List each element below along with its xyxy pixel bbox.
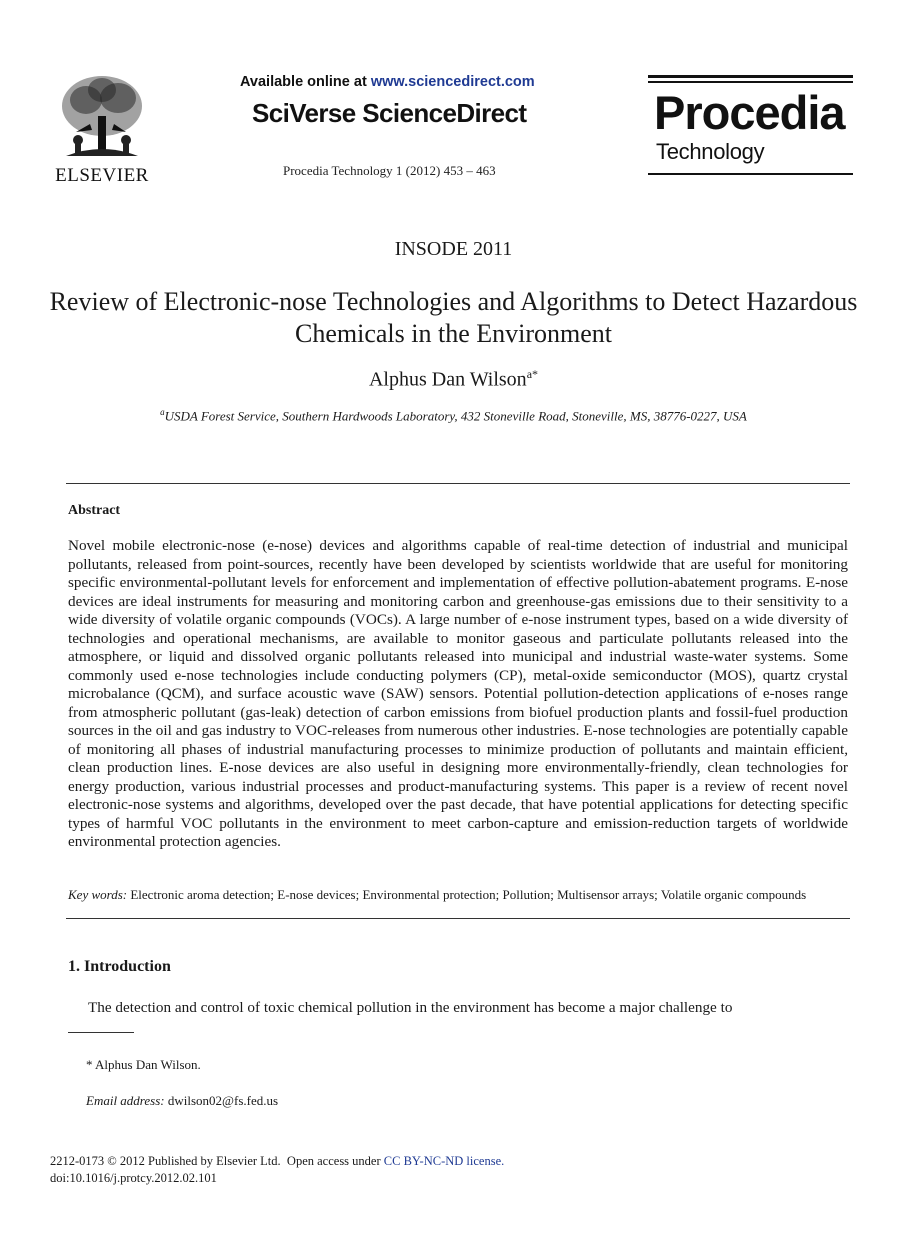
- footnote-rule: [68, 1032, 134, 1033]
- abstract-text: Novel mobile electronic-nose (e-nose) devices and algorithms capable of real-time detection of industrial and municipal pollutants, released from point-sources, recently have been developed by scientists worldwide that are useful for monitoring specific environmental-pollutant levels for enforcement and implementation of effective pollution-abatement programs. E-nose devices are ideal instruments for measuring and monitoring carbon and greenhouse-gas emissions due to their sensitivity to a wide diversity of volatile organic compounds (VOCs). A large number of e-nose instrument types, based on a wide diversity of technologies and operational mechanisms, are available to monitor gaseous and particulate pollutants released into the atmosphere, or liquid and dissolved organic pollutants released into municipal and industrial waste-water systems. Some commonly used e-nose technologies include conducting polymers (CP), metal-oxide semiconductor (MOS), quartz crystal microbalance (QCM), and surface acoustic wave (SAW) sensors. Potential pollution-detection applications of e-noses range from atmospheric pollutant (gas-leak) detection of carbon emissions from biofuel production plants and fossil-fuel production sources in the oil and gas industry to VOC-releases from numerous other industries. E-nose technologies are potentially capable of monitoring all phases of industrial manufacturing processes to minimize production of pollutants and maintain efficient, clean production lines. E-nose devices are also useful in designing more environmentally-friendly, clean technologies for energy production, various industrial processes and product-manufacturing systems. This paper is a review of recent novel electronic-nose systems and algorithms, developed over the past decade, that have potential applications for detecting specific types of harmful VOC pollutants in the environment to meet carbon-capture and emission-reduction targets of worldwide environmental protection agencies.: [68, 537, 848, 850]
- license-link[interactable]: CC BY-NC-ND license.: [383, 1154, 505, 1168]
- logo-rule-top: [648, 75, 853, 78]
- elsevier-tree-icon: [56, 72, 148, 160]
- available-prefix: Available online at: [240, 74, 371, 90]
- section-heading-introduction: 1. Introduction: [68, 958, 171, 975]
- procedia-logo: [648, 75, 853, 177]
- paper-title: Review of Electronic-nose Technologies and Algorithms to Detect Hazardous Chemicals in the Environment: [49, 287, 858, 348]
- elsevier-logo: [50, 72, 154, 186]
- sciencedirect-link[interactable]: www.sciencedirect.com: [370, 74, 535, 90]
- intro-paragraph: The detection and control of toxic chemical pollution in the environment has become a major challenge to: [88, 999, 733, 1016]
- abstract-top-rule: [66, 483, 850, 484]
- keywords-label: Key words:: [68, 887, 128, 902]
- author-name: Alphus Dan Wilson: [368, 368, 527, 391]
- email-label: Email address:: [86, 1093, 165, 1108]
- affiliation: [0, 407, 907, 424]
- email-address[interactable]: dwilson02@fs.fed.us: [167, 1093, 279, 1108]
- affiliation-text: USDA Forest Service, Southern Hardwoods Laboratory, 432 Stoneville Road, Stoneville, MS, 38776-0227, USA: [164, 408, 747, 424]
- journal-reference: Procedia Technology 1 (2012) 453 – 463: [283, 163, 496, 178]
- affiliation-marker: a: [160, 407, 165, 417]
- available-online-line: [240, 74, 550, 90]
- doi-line: doi:10.1016/j.protcy.2012.02.101: [50, 1171, 217, 1185]
- keywords-list: Electronic aroma detection; E-nose devices; Environmental protection; Pollution; Multisensor arrays; Volatile organic compounds: [130, 887, 807, 902]
- keywords-line: [68, 887, 858, 903]
- abstract-bottom-rule: [66, 918, 850, 919]
- conference-name: INSODE 2011: [394, 238, 513, 260]
- procedia-wordmark: Procedia: [654, 86, 845, 139]
- abstract-heading: Abstract: [68, 503, 121, 518]
- copyright-line: [50, 1154, 504, 1169]
- sciverse-logo: SciVerse ScienceDirect: [252, 98, 527, 128]
- logo-rule-bottom: [648, 173, 853, 175]
- footnote-corresponding: * Alphus Dan Wilson.: [86, 1057, 201, 1072]
- technology-wordmark: Technology: [656, 139, 765, 164]
- logo-rule-top-thin: [648, 81, 853, 83]
- author-line: [0, 367, 907, 392]
- elsevier-wordmark: ELSEVIER: [55, 165, 149, 186]
- author-marker: a*: [526, 367, 539, 381]
- open-access-prefix: Open access under: [286, 1154, 384, 1168]
- copyright-text: 2212-0173 © 2012 Published by Elsevier Ltd.: [50, 1154, 281, 1168]
- footnote-email: [86, 1093, 278, 1109]
